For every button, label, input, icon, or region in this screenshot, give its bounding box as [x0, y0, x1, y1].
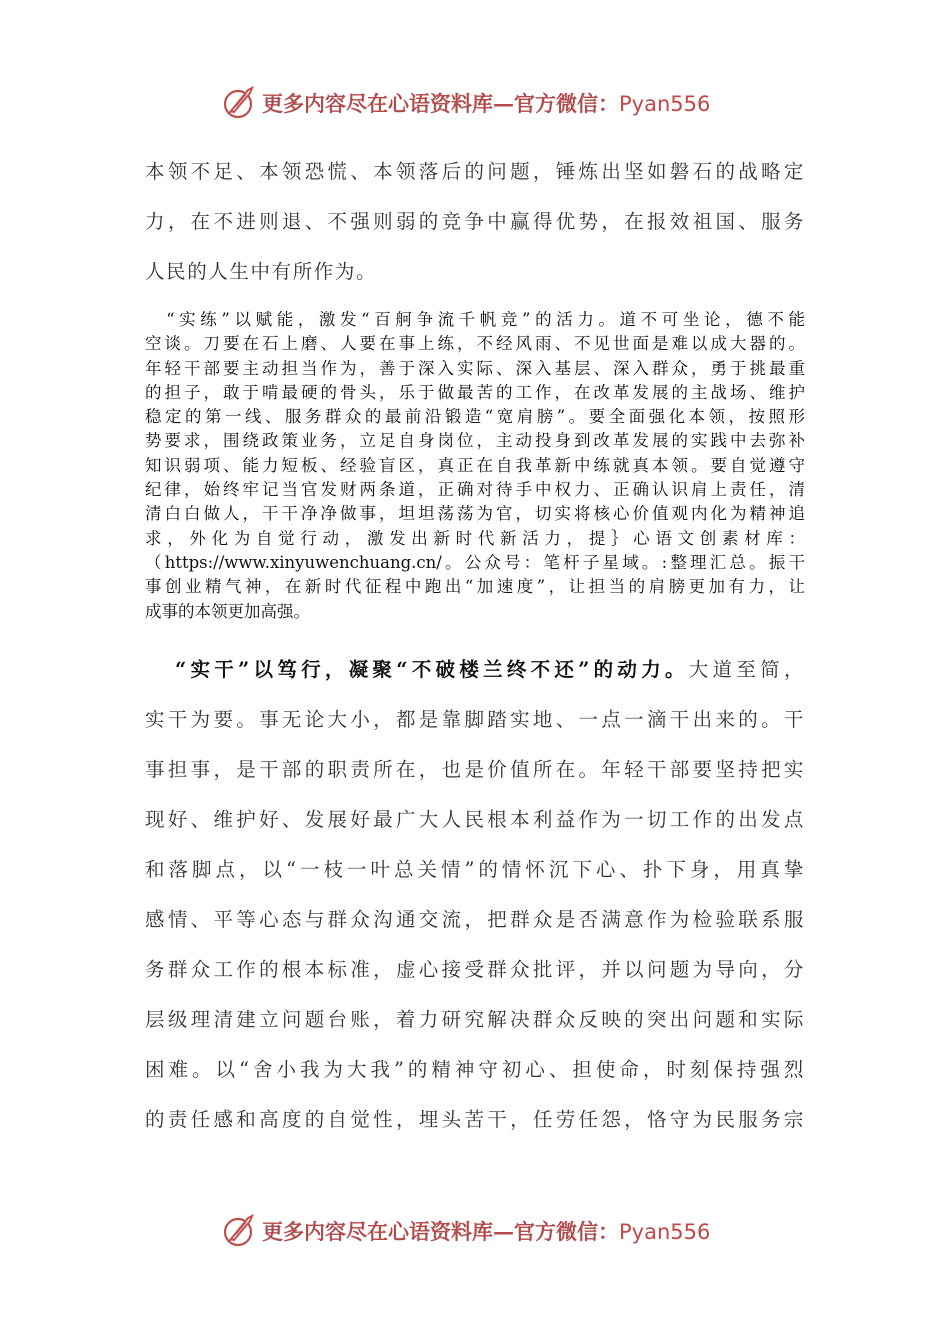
- banner-dash: —: [493, 91, 514, 116]
- text-line: 空谈。刀要在石上磨、人要在事上练，不经风雨、不见世面是难以成大器的。: [145, 334, 805, 354]
- header-banner: [0, 82, 950, 122]
- bold-lead-sentence: “实干”以笃行，凝聚“不破楼兰终不还”的动力。: [175, 658, 689, 681]
- text-line: 本领不足、本领恐慌、本领落后的问题，锤炼出坚如磐石的战略定: [145, 160, 805, 183]
- banner-dash: —: [493, 1219, 514, 1244]
- text-line: 知识弱项、能力短板、经验盲区，真正在自我革新中练就真本领。要自觉遵守: [145, 455, 805, 475]
- paragraph-2: [145, 308, 805, 624]
- lead-tail: 大道至简，: [688, 658, 805, 681]
- banner-wechat-label: 官方微信：: [514, 91, 619, 116]
- banner-wechat-label: 官方微信：: [514, 1219, 619, 1244]
- banner-wechat-id: Pyan556: [619, 92, 711, 116]
- text-line: 势要求，围绕政策业务，立足自身岗位，主动投身到改革发展的实践中去弥补: [145, 431, 805, 451]
- text-line: 现好、维护好、发展好最广大人民根本利益作为一切工作的出发点: [145, 808, 805, 831]
- text-line: 事创业精气神，在新时代征程中跑出“加速度”，让担当的肩膀更加有力，让: [145, 577, 805, 597]
- text-line: 务群众工作的根本标准，虚心接受群众批评，并以问题为导向，分: [145, 958, 805, 981]
- text-line: 和落脚点，以“一枝一叶总关情”的情怀沉下心、扑下身，用真挚: [145, 858, 805, 881]
- text-line-lead: [145, 645, 805, 695]
- text-line: 人民的人生中有所作为。: [145, 260, 378, 283]
- text-line: 感情、平等心态与群众沟通交流，把群众是否满意作为检验联系服: [145, 908, 805, 931]
- banner-title: 更多内容尽在心语资料库: [262, 1219, 493, 1244]
- text-line: 困难。以“舍小我为大我”的精神守初心、担使命，时刻保持强烈: [145, 1058, 805, 1081]
- text-line: 的责任感和高度的自觉性，埋头苦干，任劳任怨，恪守为民服务宗: [145, 1108, 805, 1131]
- text-line: “实练”以赋能，激发“百舸争流千帆竞”的活力。道不可坐论，德不能: [145, 310, 805, 329]
- paragraph-3: [145, 645, 805, 1145]
- banner-title: 更多内容尽在心语资料库: [262, 91, 493, 116]
- quill-pen-logo-icon: [222, 84, 258, 120]
- text-line: 层级理清建立问题台账，着力研究解决群众反映的突出问题和实际: [145, 1008, 805, 1031]
- quill-pen-logo-icon: [222, 1212, 258, 1248]
- text-line: 纪律，始终牢记当官发财两条道，正确对待手中权力、正确认识肩上责任，清: [145, 480, 805, 500]
- footer-banner: [0, 1210, 950, 1250]
- text-line: 事担事，是干部的职责所在，也是价值所在。年轻干部要坚持把实: [145, 758, 805, 781]
- banner-wechat-id: Pyan556: [619, 1220, 711, 1244]
- text-line: 的担子，敢于啃最硬的骨头，乐于做最苦的工作，在改革发展的主战场、维护: [145, 382, 805, 402]
- text-line: 实干为要。事无论大小，都是靠脚踏实地、一点一滴干出来的。干: [145, 708, 805, 731]
- text-line: 求，外化为自觉行动，激发出新时代新活力，提｝心语文创素材库：: [145, 528, 805, 548]
- text-line: 稳定的第一线、服务群众的最前沿锻造“宽肩膀”。要全面强化本领，按照形: [145, 407, 805, 427]
- text-line: （https://www.xinyuwenchuang.cn/。公众号：笔杆子星域。:整理汇总。振干: [145, 552, 805, 572]
- paragraph-1: [145, 147, 805, 297]
- text-line: 成事的本领更加高强。: [145, 601, 310, 621]
- header-banner-text: [262, 88, 710, 118]
- text-line: 清白白做人，干干净净做事，坦坦荡荡为官，切实将核心价值观内化为精神追: [145, 504, 805, 524]
- footer-banner-text: [262, 1216, 710, 1246]
- text-line: 年轻干部要主动担当作为，善于深入实际、深入基层、深入群众，勇于挑最重: [145, 358, 805, 378]
- text-line: 力，在不进则退、不强则弱的竞争中赢得优势，在报效祖国、服务: [145, 210, 805, 233]
